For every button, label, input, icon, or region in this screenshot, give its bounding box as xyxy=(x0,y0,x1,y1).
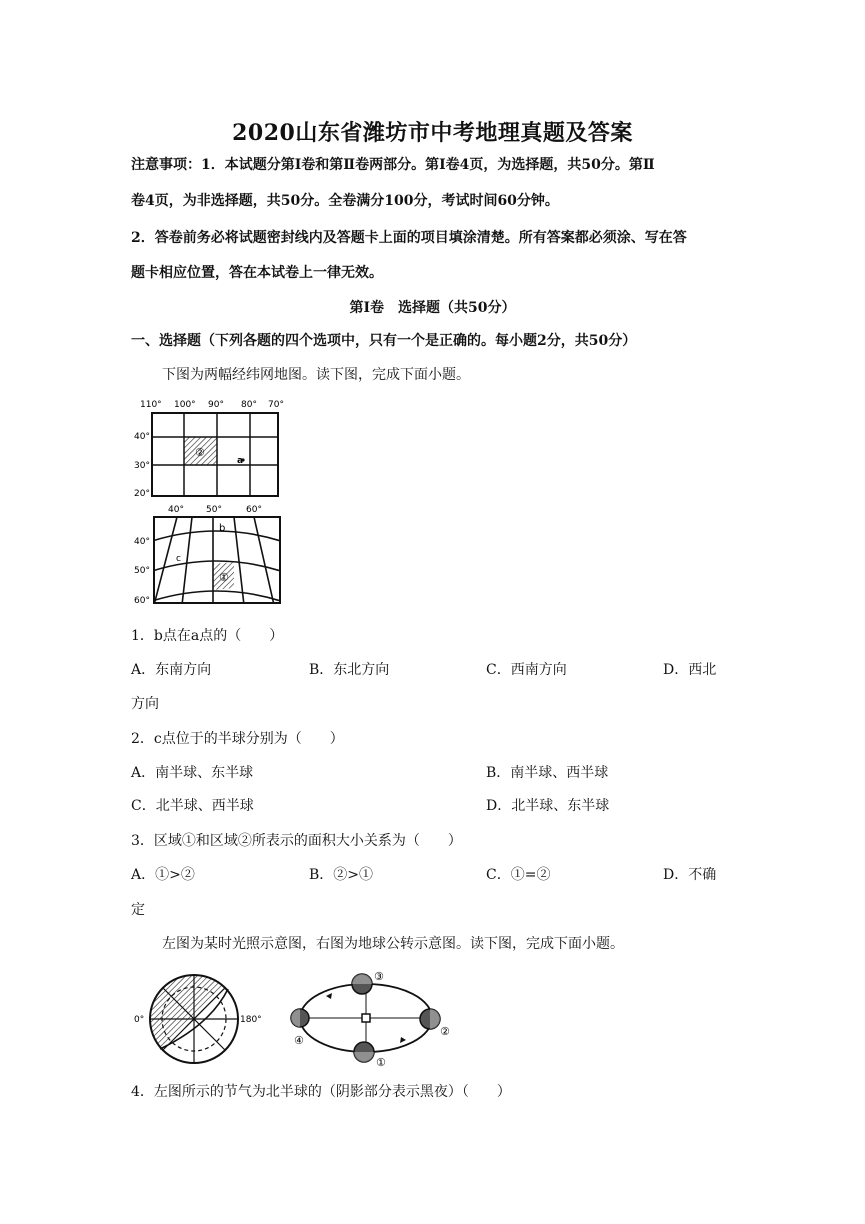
earth-position-2 xyxy=(420,1009,440,1029)
map2-lon-label: 50° xyxy=(206,505,222,515)
page-title: 2020山东省潍坊市中考地理真题及答案 xyxy=(232,120,633,146)
map2-lat-label: 60° xyxy=(134,596,150,606)
q2-option-a: A．南半球、东半球 xyxy=(131,765,254,781)
globe-left-label: 0° xyxy=(134,1015,145,1025)
notice-line-1: 注意事项：1．本试题分第Ⅰ卷和第Ⅱ卷两部分。第Ⅰ卷4页，为选择题，共50分。第Ⅱ xyxy=(131,157,655,173)
notice-line-4: 题卡相应位置，答在本试卷上一律无效。 xyxy=(131,265,383,281)
q3-option-a: A．①>② xyxy=(131,867,195,883)
map2-region-label: ① xyxy=(219,571,229,584)
map1-lat-label: 30° xyxy=(134,461,150,471)
map1-lon-label: 90° xyxy=(208,400,224,410)
q1-stem: 1．b点在a点的（ ） xyxy=(131,628,284,644)
map1-lon-label: 80° xyxy=(241,400,257,410)
map2-point-b-label: b xyxy=(219,523,226,534)
section1-heading: 一、选择题（下列各题的四个选项中，只有一个是正确的。每小题2分，共50分） xyxy=(131,333,637,349)
q3-option-d: D．不确 xyxy=(663,867,717,883)
map1-lat-label: 40° xyxy=(134,432,150,442)
earth-orbit-diagram xyxy=(286,966,456,1074)
map1-lon-label: 70° xyxy=(268,400,284,410)
earth-position-1 xyxy=(354,1042,374,1062)
map1-point-a-label: a xyxy=(237,456,244,466)
orbit-label-2: ② xyxy=(440,1025,450,1038)
q2-option-b: B．南半球、西半球 xyxy=(486,765,609,781)
q4-stem: 4．左图所示的节气为北半球的（阴影部分表示黑夜）（ ） xyxy=(131,1084,511,1100)
graticule-map-1 xyxy=(134,396,284,500)
q1-option-b: B．东北方向 xyxy=(309,662,390,678)
part1-heading: 第Ⅰ卷 选择题（共50分） xyxy=(349,300,516,316)
map1-region-label: ② xyxy=(195,446,205,459)
intro-2: 左图为某时光照示意图，右图为地球公转示意图。读下图，完成下面小题。 xyxy=(162,936,624,952)
q1-option-d: D．西北 xyxy=(663,662,717,678)
q1-option-d-wrap: 方向 xyxy=(131,696,159,712)
map1-lon-label: 100° xyxy=(174,400,196,410)
q1-option-c: C．西南方向 xyxy=(486,662,567,678)
map2-lat-label: 50° xyxy=(134,566,150,576)
notice-line-2: 卷4页，为非选择题，共50分。全卷满分100分，考试时间60分钟。 xyxy=(131,193,559,209)
sun-icon xyxy=(362,1014,370,1022)
orbit-label-1: ① xyxy=(376,1056,386,1069)
map2-lat-label: 40° xyxy=(134,537,150,547)
q2-stem: 2．c点位于的半球分别为（ ） xyxy=(131,731,344,747)
orbit-label-3: ③ xyxy=(374,970,384,983)
globe-right-label: 180° xyxy=(240,1015,262,1025)
earth-position-4 xyxy=(291,1009,309,1027)
map1-lat-label: 20° xyxy=(134,489,150,499)
q3-option-d-wrap: 定 xyxy=(131,902,145,918)
q3-option-b: B．②>① xyxy=(309,867,374,883)
earth-position-3 xyxy=(352,974,372,994)
illumination-globe-diagram xyxy=(134,965,266,1075)
orbit-label-4: ④ xyxy=(294,1034,304,1047)
q2-option-c: C．北半球、西半球 xyxy=(131,798,254,814)
map2-point-c-label: c xyxy=(176,554,181,564)
q3-stem: 3．区域①和区域②所表示的面积大小关系为（ ） xyxy=(131,833,462,849)
q3-option-c: C．①=② xyxy=(486,867,551,883)
map1-lon-label: 110° xyxy=(140,400,162,410)
notice-line-3: 2．答卷前务必将试题密封线内及答题卡上面的项目填涂清楚。所有答案都必须涂、写在答 xyxy=(131,230,687,246)
map2-lon-label: 60° xyxy=(246,505,262,515)
graticule-map-2 xyxy=(134,502,284,608)
q2-option-d: D．北半球、东半球 xyxy=(486,798,610,814)
map2-lon-label: 40° xyxy=(168,505,184,515)
intro-1: 下图为两幅经纬网地图。读下图，完成下面小题。 xyxy=(162,367,470,383)
q1-option-a: A．东南方向 xyxy=(131,662,212,678)
